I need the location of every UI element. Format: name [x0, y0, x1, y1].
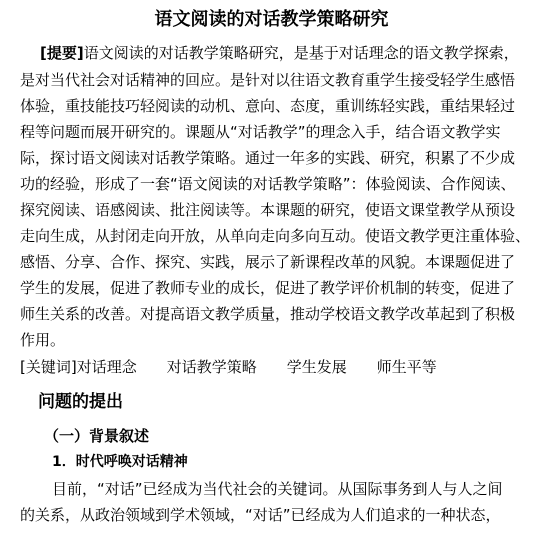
- subsubsection-heading: 1．时代呼唤对话精神: [52, 454, 188, 470]
- abstract-line: 体验，重技能技巧轻阅读的动机、意向、态度，重训练轻实践，重结果轻过: [20, 97, 516, 115]
- abstract-line: 程等问题而展开研究的。课题从“对话教学”的理念入手，结合语文教学实: [20, 123, 501, 141]
- abstract-line: 探究阅读、语感阅读、批注阅读等。本课题的研究，使语文课堂教学从预设: [20, 201, 516, 219]
- keywords-line: [20, 357, 437, 377]
- abstract-line: 功的经验，形成了一套“语文阅读的对话教学策略”：体验阅读、合作阅读、: [20, 175, 516, 193]
- abstract-line: 走向生成，从封闭走向开放，从单向走向多向互动。使语文教学更注重体验、: [20, 227, 531, 245]
- abstract-line-text: 语文阅读的对话教学策略研究，是基于对话理念的语文教学探索，: [83, 44, 519, 62]
- abstract-line: 师生关系的改善。对提高语文教学质量，推动学校语文教学改革起到了积极: [20, 305, 516, 323]
- keywords-label: [关键词]: [20, 358, 77, 376]
- abstract-label: [提要]: [40, 44, 84, 62]
- keyword-item: 学生发展: [286, 358, 347, 376]
- abstract-line: 感悟、分享、合作、探究、实践，展示了新课程改革的风貌。本课题促进了: [20, 253, 516, 271]
- subsection-heading: （一）背景叙述: [44, 427, 150, 445]
- abstract-line: 作用。: [20, 331, 66, 349]
- document-title: 语文阅读的对话教学策略研究: [154, 9, 389, 30]
- body-line: 目前，“对话”已经成为当代社会的关键词。从国际事务到人与人之间: [52, 480, 503, 498]
- abstract-line: 是对当代社会对话精神的回应。是针对以往语文教育重学生接受轻学生感悟: [20, 71, 516, 89]
- abstract-line: 学生的发展，促进了教师专业的成长，促进了教学评价机制的转变，促进了: [20, 279, 516, 297]
- keyword-item: 对话理念: [76, 358, 137, 376]
- keyword-item: 师生平等: [376, 358, 437, 376]
- section-heading: 问题的提出: [38, 392, 123, 412]
- keyword-item: 对话教学策略: [166, 358, 257, 376]
- abstract-line: [40, 43, 519, 63]
- abstract-line: 际，探讨语文阅读对话教学策略。通过一年多的实践、研究，积累了不少成: [20, 149, 516, 167]
- body-line: 的关系，从政治领域到学术领域，“对话”已经成为人们追求的一种状态，: [20, 506, 501, 524]
